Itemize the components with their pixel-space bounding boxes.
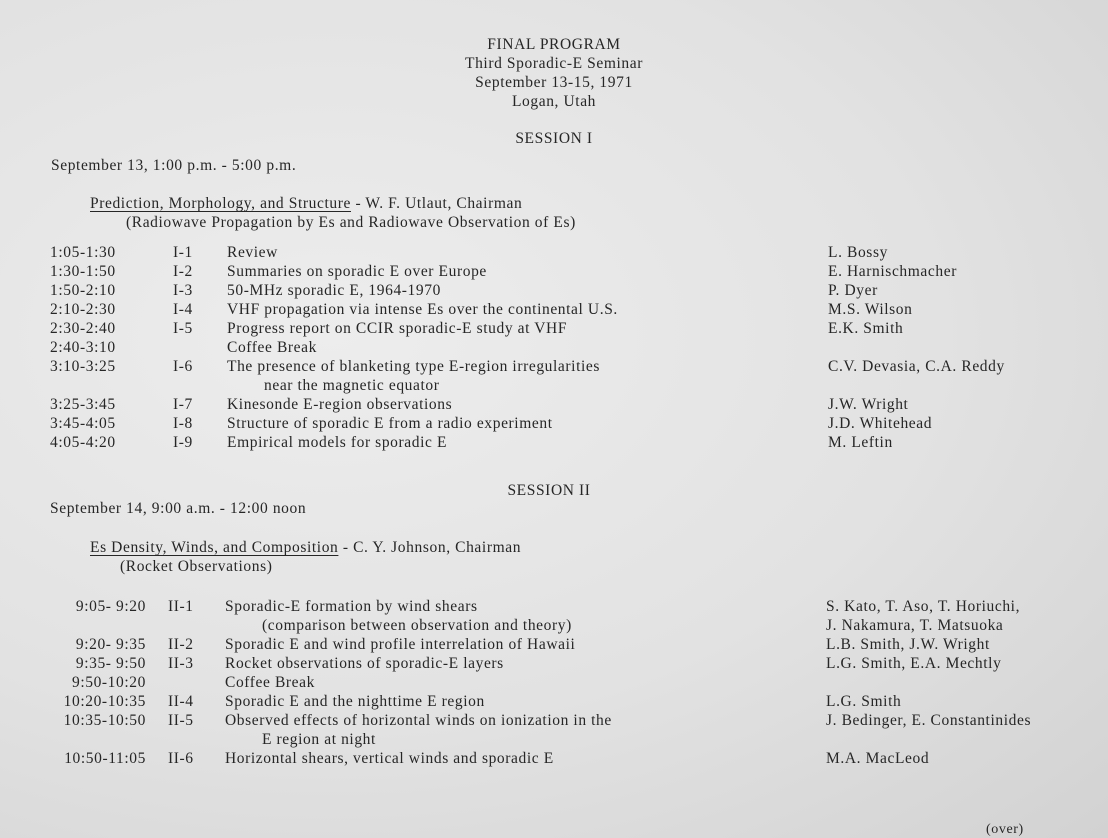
talk-title-line: Sporadic-E formation by wind shears (225, 598, 478, 615)
time-slot: 1:30-1:50 (50, 263, 116, 280)
speaker-line: M.A. MacLeod (826, 750, 930, 767)
talk-code: I-7 (173, 396, 193, 413)
talk-title (227, 357, 600, 395)
talk-title-line: Rocket observations of sporadic-E layers (225, 655, 504, 672)
schedule-row (0, 654, 1108, 673)
talk-code: II-6 (168, 750, 194, 767)
speaker-line: S. Kato, T. Aso, T. Horiuchi, (826, 598, 1021, 615)
over-note: (over) (986, 822, 1024, 837)
schedule-row (0, 635, 1108, 654)
speakers (828, 395, 908, 414)
talk-title (225, 673, 315, 692)
time-slot: 3:45-4:05 (50, 415, 116, 432)
speaker-line: P. Dyer (828, 282, 878, 299)
speakers (828, 357, 1005, 376)
talk-title-line: Empirical models for sporadic E (227, 434, 448, 451)
talk-title-line: Structure of sporadic E from a radio experiment (227, 415, 553, 432)
session-1-chair: - W. F. Utlaut, Chairman (350, 195, 523, 212)
time-slot: 3:25-3:45 (50, 396, 116, 413)
speakers (828, 262, 957, 281)
session-1-schedule (0, 243, 1108, 452)
talk-code: II-3 (168, 655, 194, 672)
talk-title (225, 654, 504, 673)
schedule-row (0, 749, 1108, 768)
session-2-time: September 14, 9:00 a.m. - 12:00 noon (50, 500, 307, 517)
talk-title (227, 395, 452, 414)
schedule-row (0, 414, 1108, 433)
time-slot: 10:50-11:05 (64, 750, 146, 767)
speaker-line: J. Bedinger, E. Constantinides (826, 712, 1032, 729)
schedule-row (0, 281, 1108, 300)
speaker-line: M. Leftin (828, 434, 893, 451)
talk-title-line: Horizontal shears, vertical winds and sporadic E (225, 750, 554, 767)
schedule-row (0, 711, 1108, 749)
talk-code: II-2 (168, 636, 194, 653)
time-slot: 4:05-4:20 (50, 434, 116, 451)
time-slot: 9:35- 9:50 (75, 655, 146, 672)
schedule-row (0, 262, 1108, 281)
talk-title (225, 635, 575, 654)
talk-code: I-2 (173, 263, 193, 280)
event-dates: September 13-15, 1971 (475, 74, 633, 91)
talk-code: I-1 (173, 244, 193, 261)
event-location: Logan, Utah (511, 93, 597, 110)
speakers (828, 281, 878, 300)
time-slot: 2:30-2:40 (50, 320, 116, 337)
talk-code: I-6 (173, 358, 193, 375)
talk-title-line: Coffee Break (227, 339, 317, 356)
talk-title (225, 597, 572, 635)
talk-title (227, 243, 278, 262)
speakers (828, 319, 903, 338)
talk-title (227, 262, 487, 281)
schedule-row (0, 597, 1108, 635)
talk-title-line: Progress report on CCIR sporadic-E study at VHF (227, 320, 568, 337)
time-slot: 3:10-3:25 (50, 358, 116, 375)
speaker-line: J.D. Whitehead (828, 415, 933, 432)
session-1-label: SESSION I (515, 130, 593, 147)
talk-title-line: VHF propagation via intense Es over the continental U.S. (227, 301, 618, 318)
talk-title-line: Coffee Break (225, 674, 315, 691)
schedule-row (0, 673, 1108, 692)
talk-code: I-9 (173, 434, 193, 451)
talk-code: I-4 (173, 301, 193, 318)
speaker-line: L. Bossy (828, 244, 888, 261)
talk-code: II-4 (168, 693, 194, 710)
schedule-row (0, 433, 1108, 452)
speakers (826, 654, 1001, 673)
speaker-line: J. Nakamura, T. Matsuoka (826, 617, 1004, 634)
talk-code: I-5 (173, 320, 193, 337)
talk-title-line: E region at night (262, 731, 376, 748)
talk-code: II-5 (168, 712, 194, 729)
time-slot: 10:20-10:35 (63, 693, 146, 710)
speakers (828, 300, 913, 319)
talk-title (225, 711, 612, 749)
schedule-row (0, 338, 1108, 357)
speaker-line: L.G. Smith, E.A. Mechtly (826, 655, 1002, 672)
schedule-row (0, 395, 1108, 414)
speaker-line: E.K. Smith (828, 320, 904, 337)
session-1-topic: Prediction, Morphology, and Structure (90, 195, 351, 212)
program-title: FINAL PROGRAM (487, 36, 621, 53)
schedule-row (0, 319, 1108, 338)
talk-title-line: 50-MHz sporadic E, 1964-1970 (227, 282, 441, 299)
time-slot: 1:05-1:30 (50, 244, 116, 261)
speakers (828, 243, 888, 262)
time-slot: 10:35-10:50 (63, 712, 146, 729)
time-slot: 9:05- 9:20 (75, 598, 146, 615)
schedule-row (0, 692, 1108, 711)
speakers (826, 597, 1020, 635)
time-slot: 1:50-2:10 (50, 282, 116, 299)
session-2-label: SESSION II (507, 482, 591, 499)
talk-code: I-3 (173, 282, 193, 299)
talk-title (227, 414, 553, 433)
session-2-schedule (0, 597, 1108, 768)
program-header (0, 35, 1108, 111)
talk-title (225, 692, 485, 711)
session-1-heading (90, 195, 522, 213)
talk-title (227, 281, 441, 300)
time-slot: 9:20- 9:35 (75, 636, 146, 653)
talk-title-line: Summaries on sporadic E over Europe (227, 263, 487, 280)
talk-title (227, 319, 567, 338)
schedule-row (0, 300, 1108, 319)
schedule-row (0, 243, 1108, 262)
time-slot: 9:50-10:20 (71, 674, 146, 691)
event-name: Third Sporadic-E Seminar (465, 55, 643, 72)
talk-title-line: near the magnetic equator (264, 377, 440, 394)
speakers (826, 635, 990, 654)
talk-title-line: The presence of blanketing type E-region irregularities (227, 358, 601, 375)
speakers (828, 414, 932, 433)
talk-title (227, 338, 317, 357)
speakers (826, 749, 929, 768)
session-1-time: September 13, 1:00 p.m. - 5:00 p.m. (51, 157, 297, 174)
session-2-heading (90, 539, 521, 557)
speakers (828, 433, 893, 452)
speaker-line: L.B. Smith, J.W. Wright (826, 636, 990, 653)
talk-title (227, 300, 618, 319)
session-2-topic: Es Density, Winds, and Composition (90, 539, 339, 556)
speaker-line: L.G. Smith (826, 693, 902, 710)
talk-title-line: Observed effects of horizontal winds on ionization in the (225, 712, 612, 729)
talk-title-line: Sporadic E and the nighttime E region (225, 693, 485, 710)
session-2-chair: - C. Y. Johnson, Chairman (338, 539, 522, 556)
session-2-subtitle: (Rocket Observations) (120, 558, 273, 575)
talk-code: II-1 (168, 598, 194, 615)
time-slot: 2:10-2:30 (50, 301, 116, 318)
talk-title (227, 433, 447, 452)
session-1-subtitle: (Radiowave Propagation by Es and Radiowave Observation of Es) (126, 214, 576, 231)
talk-code: I-8 (173, 415, 193, 432)
speaker-line: M.S. Wilson (828, 301, 913, 318)
talk-title-line: Review (227, 244, 278, 261)
talk-title (225, 749, 554, 768)
speaker-line: J.W. Wright (828, 396, 909, 413)
schedule-row (0, 357, 1108, 395)
speaker-line: C.V. Devasia, C.A. Reddy (828, 358, 1005, 375)
speakers (826, 692, 901, 711)
speakers (826, 711, 1031, 730)
speaker-line: E. Harnischmacher (828, 263, 957, 280)
talk-title-line: (comparison between observation and theory) (262, 617, 572, 634)
talk-title-line: Sporadic E and wind profile interrelation of Hawaii (225, 636, 576, 653)
talk-title-line: Kinesonde E-region observations (227, 396, 453, 413)
time-slot: 2:40-3:10 (50, 339, 116, 356)
